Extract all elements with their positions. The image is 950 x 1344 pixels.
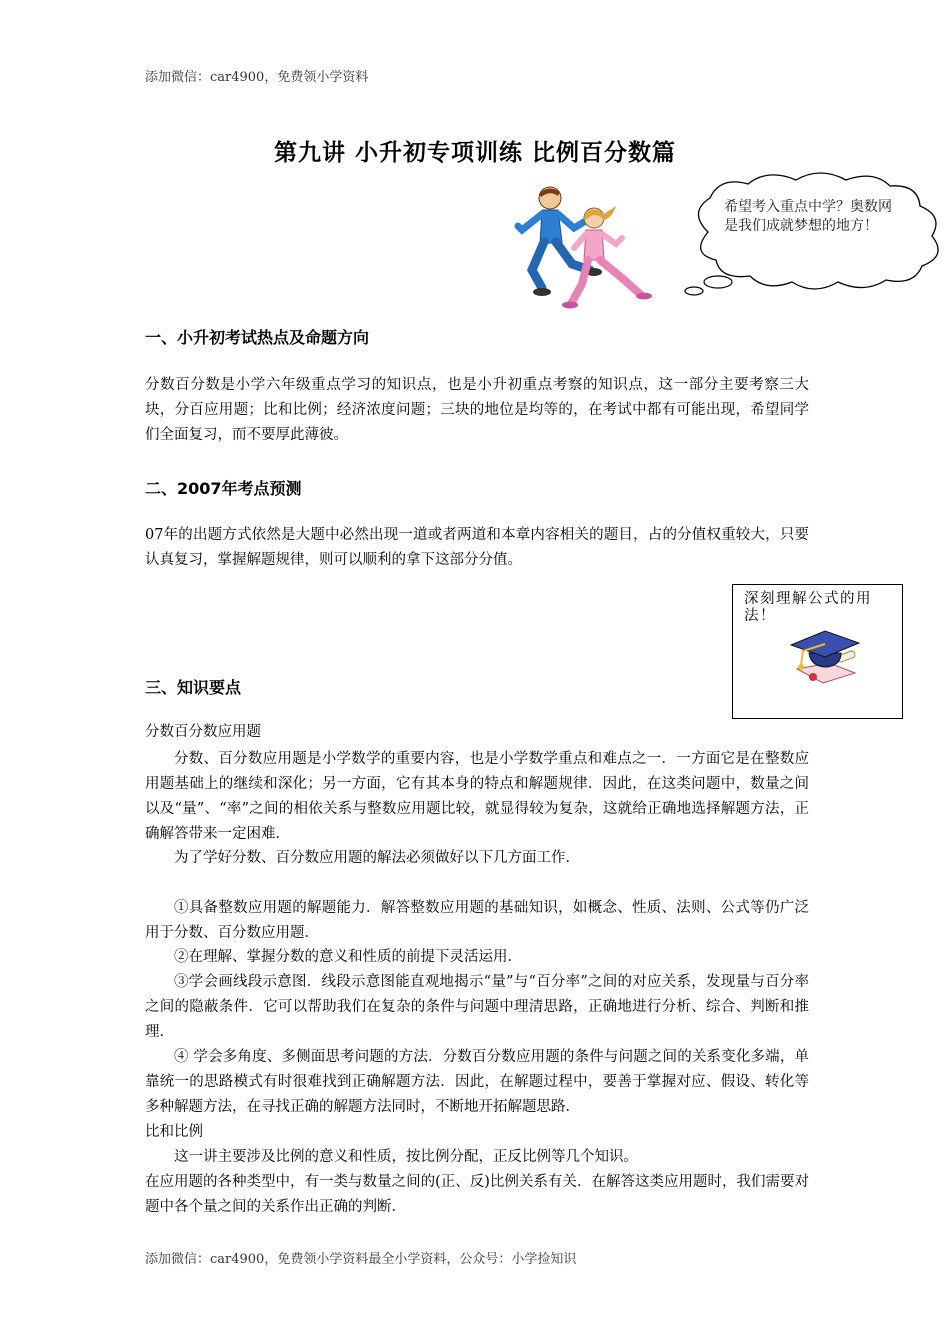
fractions-work-paragraph: 为了学好分数、百分数应用题的解法必须做好以下几方面工作．	[174, 850, 580, 866]
section-1-body: 分数百分数是小学六年级重点学习的知识点，也是小升初重点考察的知识点，这一部分主要考察三大块，分百应用题；比和比例；经济浓度问题；三块的地位是均等的，在考试中都有可能出现，希望同学们全面复习，而不要厚此薄彼。	[145, 377, 809, 443]
tip-box	[732, 584, 903, 719]
running-kids-illustration	[512, 184, 652, 312]
point-3: ③学会画线段示意图．线段示意图能直观地揭示“量”与“百分率”之间的对应关系，发现量与百分率之间的隐蔽条件．它可以帮助我们在复杂的条件与问题中理清思路，正确地进行分析、综合、判断和推理．	[145, 974, 809, 1040]
header-note: 添加微信：car4900，免费领小学资料	[145, 70, 369, 85]
ratio-paragraph-1: 这一讲主要涉及比例的意义和性质，按比例分配，正反比例等几个知识。	[174, 1149, 638, 1165]
section-1-heading: 一、小升初考试热点及命题方向	[145, 328, 370, 347]
point-1: ①具备整数应用题的解题能力．解答整数应用题的基础知识，如概念、性质、法则、公式等仍广泛用于分数、百分数应用题．	[145, 900, 809, 941]
footer-note: 添加微信：car4900，免费领小学资料最全小学资料，公众号：小学捡知识	[145, 1252, 577, 1267]
subsection-title-ratio: 比和比例	[145, 1124, 203, 1140]
fractions-intro-paragraph: 分数、百分数应用题是小学数学的重要内容，也是小学数学重点和难点之一．一方面它是在整数应用题基础上的继续和深化；另一方面，它有其本身的特点和解题规律．因此，在这类问题中，数量之间以及“量”、“率”之间的相依关系与整数应用题比较，就显得较为复杂，这就给正确地选择解题方法，正确解答带来一定困难．	[145, 751, 809, 842]
ratio-paragraph-2: 在应用题的各种类型中，有一类与数量之间的(正、反)比例关系有关．在解答这类应用题时，我们需要对题中各个量之间的关系作出正确的判断．	[145, 1174, 809, 1215]
section-2-heading: 二、2007年考点预测	[145, 479, 302, 498]
graduation-cap-icon	[789, 623, 861, 689]
section-3-heading: 三、知识要点	[145, 678, 242, 697]
thought-cloud-text: 希望考入重点中学？奥数网是我们成就梦想的地方！	[724, 199, 892, 234]
point-2: ②在理解、掌握分数的意义和性质的前提下灵活运用．	[174, 949, 522, 965]
page-title: 第九讲 小升初专项训练 比例百分数篇	[273, 140, 676, 166]
tip-box-text: 深刻理解公式的用法！	[744, 591, 872, 624]
subsection-title-fractions: 分数百分数应用题	[145, 724, 261, 740]
section-2-body: 07年的出题方式依然是大题中必然出现一道或者两道和本章内容相关的题目，占的分值权重较大，只要认真复习，掌握解题规律，则可以顺利的拿下这部分分值。	[145, 527, 809, 568]
point-4: ④ 学会多角度、多侧面思考问题的方法．分数百分数应用题的条件与问题之间的关系变化多端，单靠统一的思路模式有时很难找到正确解题方法．因此，在解题过程中，要善于掌握对应、假设、转化等多种解题方法，在寻找正确的解题方法同时，不断地开拓解题思路．	[145, 1049, 809, 1115]
